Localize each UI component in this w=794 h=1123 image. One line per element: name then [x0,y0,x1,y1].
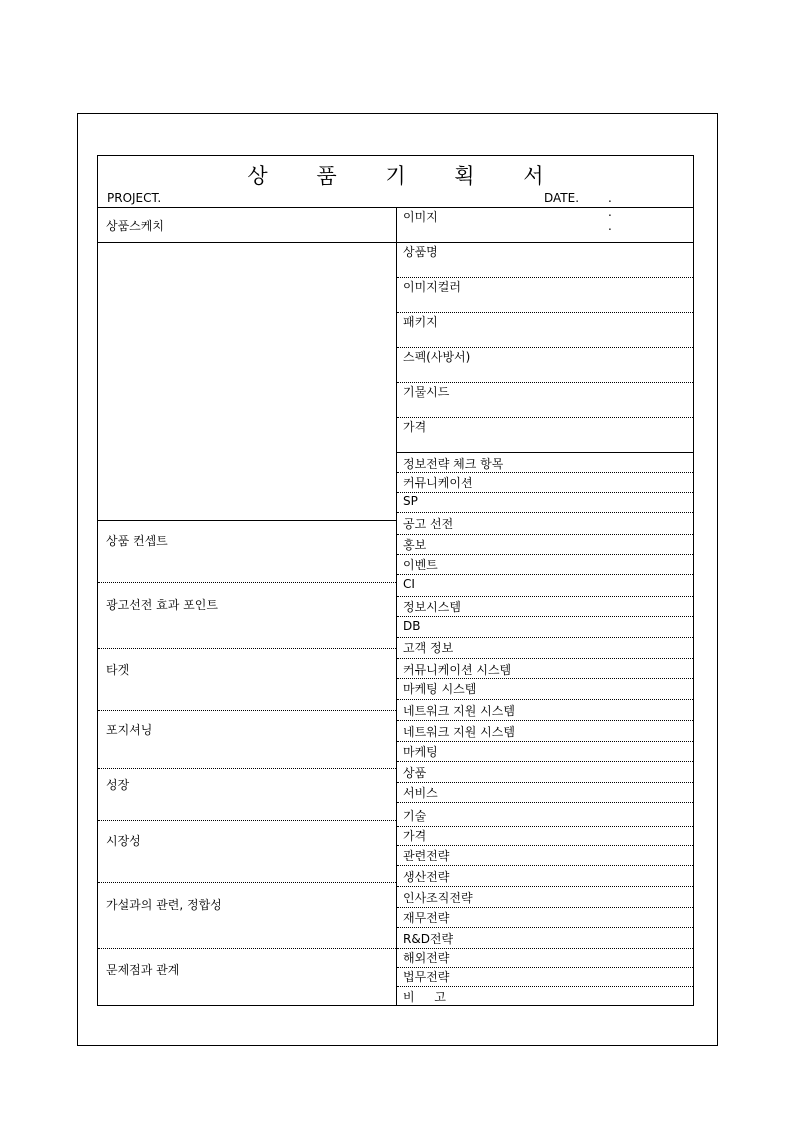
row-divider [397,886,693,887]
concept-label: 상품 컨셉트 [106,534,168,548]
ad-point-label: 광고선전 효과 포인트 [106,598,218,612]
checklist-item: CI [403,577,415,591]
checklist-item: 기술 [403,809,427,823]
checklist-item: 가격 [403,829,427,843]
checklist-item: 마케팅 시스템 [403,682,477,696]
checklist-item: 정보시스템 [403,600,461,614]
checklist-item: DB [403,619,421,633]
marketability-label: 시장성 [106,834,141,848]
checklist-item: 네트워크 지원 시스템 [403,725,515,739]
checklist-item: 공고 선전 [403,517,454,531]
row-divider [397,720,693,721]
row-divider [397,242,693,243]
row-divider [98,242,396,243]
checklist-item: 홍보 [403,538,427,552]
row-divider [397,658,693,659]
form-title: 상 품 기 획 서 [247,164,565,188]
row-divider [98,882,396,883]
checklist-item: 생산전략 [403,870,450,884]
checklist-item: 네트워크 지원 시스템 [403,704,515,718]
row-divider [397,472,693,473]
checklist-item: 고객 정보 [403,641,454,655]
row-divider [98,648,396,649]
row-divider [397,312,693,313]
row-divider [397,699,693,700]
row-divider [397,637,693,638]
checklist-item: 마케팅 [403,745,438,759]
checklist-item: 관련전략 [403,849,450,863]
price-label: 가격 [403,420,427,434]
row-divider [397,512,693,513]
checklist-item: R&D전략 [403,932,454,946]
checklist-item: 재무전략 [403,911,450,925]
checklist-item: 인사조직전략 [403,891,473,905]
row-divider [98,582,396,583]
row-divider [397,986,693,987]
checklist-item: 상품 [403,766,427,780]
checklist-item: 커뮤니케이션 [403,476,473,490]
row-divider [397,534,693,535]
row-divider [397,574,693,575]
sketch-label: 상품스케치 [106,219,164,233]
row-divider [397,865,693,866]
growth-label: 성장 [106,778,130,792]
row-divider [98,520,396,521]
row-divider [397,826,693,827]
row-divider [397,678,693,679]
checklist-heading: 정보전략 체크 항목 [403,457,504,471]
seeds-label: 기물시드 [403,385,450,399]
row-divider [397,452,693,453]
checklist-item: 법무전략 [403,970,450,984]
row-divider [98,820,396,821]
row-divider [397,927,693,928]
row-divider [397,802,693,803]
row-divider [397,782,693,783]
checklist-item: 서비스 [403,786,438,800]
spec-label: 스펙(사방서) [403,350,471,364]
planning-form [97,155,694,1006]
date-separators: . . . [608,191,642,233]
image-color-label: 이미지컬러 [403,280,461,294]
hypothesis-label: 가설과의 관련, 정합성 [106,898,222,912]
positioning-label: 포지셔닝 [106,723,153,737]
row-divider [397,492,693,493]
image-label: 이미지 [403,210,438,224]
row-divider [397,907,693,908]
checklist-item: SP [403,494,418,508]
product-name-label: 상품명 [403,245,438,259]
row-divider [98,768,396,769]
row-divider [397,417,693,418]
row-divider [397,761,693,762]
checklist-item: 커뮤니케이션 시스템 [403,663,512,677]
row-divider [98,710,396,711]
row-divider [98,948,396,949]
row-divider [397,741,693,742]
checklist-item: 이벤트 [403,558,438,572]
remarks-label: 비 고 [403,990,446,1004]
date-label: DATE. [544,191,580,205]
row-divider [397,596,693,597]
target-label: 타겟 [106,663,130,677]
package-label: 패키지 [403,315,438,329]
problems-label: 문제점과 관계 [106,963,180,977]
row-divider [397,616,693,617]
checklist-item: 해외전략 [403,951,450,965]
row-divider [397,845,693,846]
row-divider [397,554,693,555]
project-label: PROJECT. [107,191,162,205]
